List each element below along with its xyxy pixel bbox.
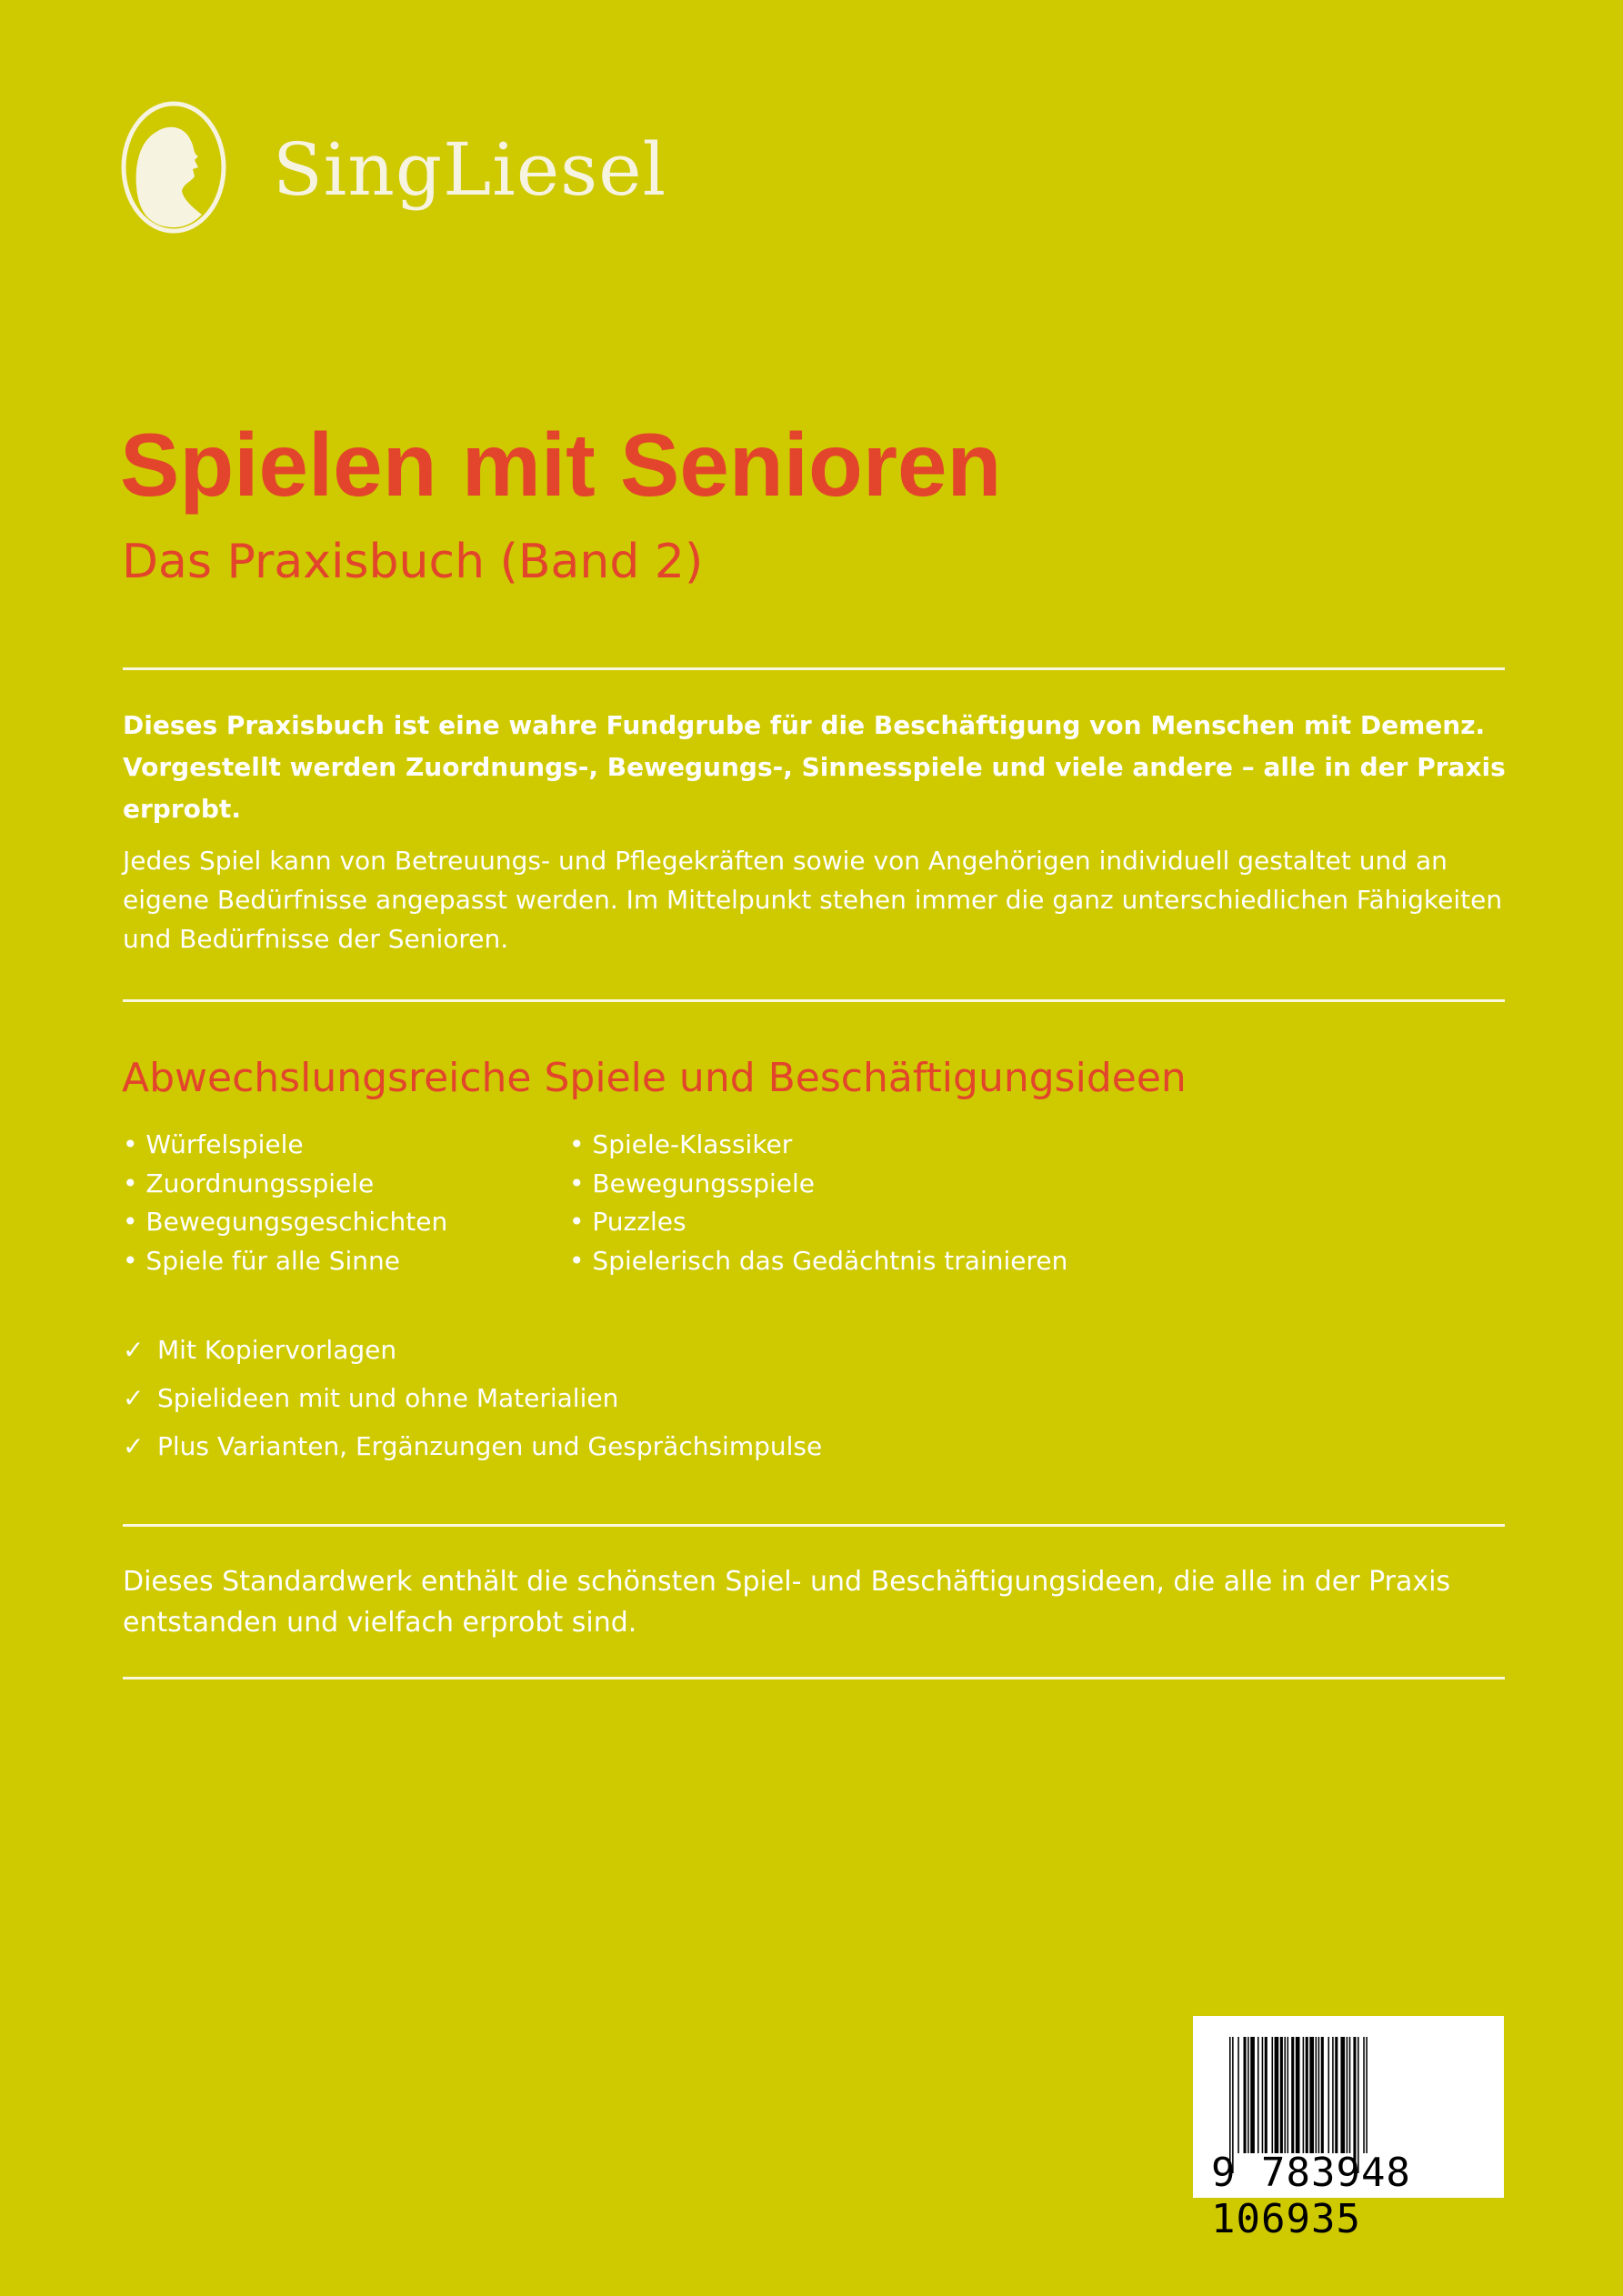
barcode-bar xyxy=(1303,2037,1305,2153)
barcode-bar xyxy=(1287,2037,1289,2153)
intro-bold: Dieses Praxisbuch ist eine wahre Fundgrube für die Beschäftigung von Menschen mit Demenz. Vorgestellt werden Zuordnungs-, Bewegungs-, Sinnesspiele und viele andere – alle in der Praxis erprobt. xyxy=(123,710,1506,824)
barcode-bar xyxy=(1275,2037,1279,2153)
intro-text: Jedes Spiel kann von Betreuungs- und Pflegekräften sowie von Angehörigen individuell gestaltet und an eigene Bedürfnisse angepasst werden. Im Mittelpunkt stehen immer die ganz unterschiedlichen Fähigkeiten und Bedürfnisse der Senioren. xyxy=(123,846,1503,954)
barcode-bar xyxy=(1321,2037,1324,2153)
barcode-bar xyxy=(1247,2037,1249,2153)
check-item: ✓ Mit Kopiervorlagen xyxy=(123,1326,822,1374)
barcode-bar xyxy=(1237,2037,1239,2153)
logo-cameo-icon xyxy=(120,100,227,235)
barcode-bar xyxy=(1296,2037,1300,2153)
barcode-bar xyxy=(1328,2037,1330,2153)
book-subtitle: Das Praxisbuch (Band 2) xyxy=(122,535,704,589)
section-heading: Abwechslungsreiche Spiele und Beschäftigungsideen xyxy=(122,1055,1187,1101)
barcode-bar xyxy=(1272,2037,1274,2153)
list-item: • Spiele für alle Sinne xyxy=(123,1245,401,1276)
divider xyxy=(123,667,1505,670)
barcode-bar xyxy=(1291,2037,1294,2153)
barcode-bar xyxy=(1347,2037,1348,2153)
list-item: • Bewegungsgeschichten xyxy=(123,1207,448,1237)
divider xyxy=(123,1677,1505,1679)
barcode-bar xyxy=(1335,2037,1337,2153)
game-list-left xyxy=(123,1126,447,1280)
barcode-bar xyxy=(1318,2037,1320,2153)
divider xyxy=(123,999,1505,1002)
list-item: • Bewegungsspiele xyxy=(569,1168,815,1198)
barcode-bar xyxy=(1349,2037,1351,2153)
checkmark-icon: ✓ xyxy=(123,1335,145,1365)
list-item: • Spielerisch das Gedächtnis trainieren xyxy=(569,1245,1068,1276)
isbn-number: 9 783948 106935 xyxy=(1211,2150,1411,2242)
barcode-bar xyxy=(1306,2037,1308,2153)
barcode-bar xyxy=(1309,2037,1314,2153)
list-item: • Zuordnungsspiele xyxy=(123,1168,375,1198)
list-item: • Puzzles xyxy=(569,1207,686,1237)
book-title: Spielen mit Senioren xyxy=(120,415,1002,515)
divider xyxy=(123,1524,1505,1527)
checkmark-icon: ✓ xyxy=(123,1431,145,1461)
barcode-bar xyxy=(1244,2037,1247,2153)
feature-checklist xyxy=(123,1326,822,1470)
checkmark-icon: ✓ xyxy=(123,1383,145,1413)
barcode-bar xyxy=(1316,2037,1317,2153)
barcode-bar xyxy=(1257,2037,1259,2153)
barcode-bar xyxy=(1363,2037,1365,2153)
barcode-bar xyxy=(1340,2037,1345,2153)
barcode-bar xyxy=(1280,2037,1283,2153)
barcode-bar xyxy=(1265,2037,1267,2153)
closing-text: Dieses Standardwerk enthält die schönsten Spiel- und Beschäftigungsideen, die alle in der Praxis entstanden und vielfach erprobt sind. xyxy=(123,1566,1451,1639)
check-item: ✓ Spielideen mit und ohne Materialien xyxy=(123,1374,822,1422)
check-item: ✓ Plus Varianten, Ergänzungen und Gesprächsimpulse xyxy=(123,1422,822,1470)
barcode-bar xyxy=(1284,2037,1286,2153)
list-item: • Würfelspiele xyxy=(123,1129,304,1159)
barcode-bar xyxy=(1366,2037,1368,2153)
barcode-bar xyxy=(1250,2037,1255,2153)
barcode-bar xyxy=(1262,2037,1264,2153)
barcode-bar xyxy=(1332,2037,1334,2153)
brand-logo: SingLiesel xyxy=(273,127,667,212)
list-item: • Spiele-Klassiker xyxy=(569,1129,793,1159)
game-list-right xyxy=(569,1126,1067,1280)
isbn-barcode xyxy=(1193,2016,1504,2242)
